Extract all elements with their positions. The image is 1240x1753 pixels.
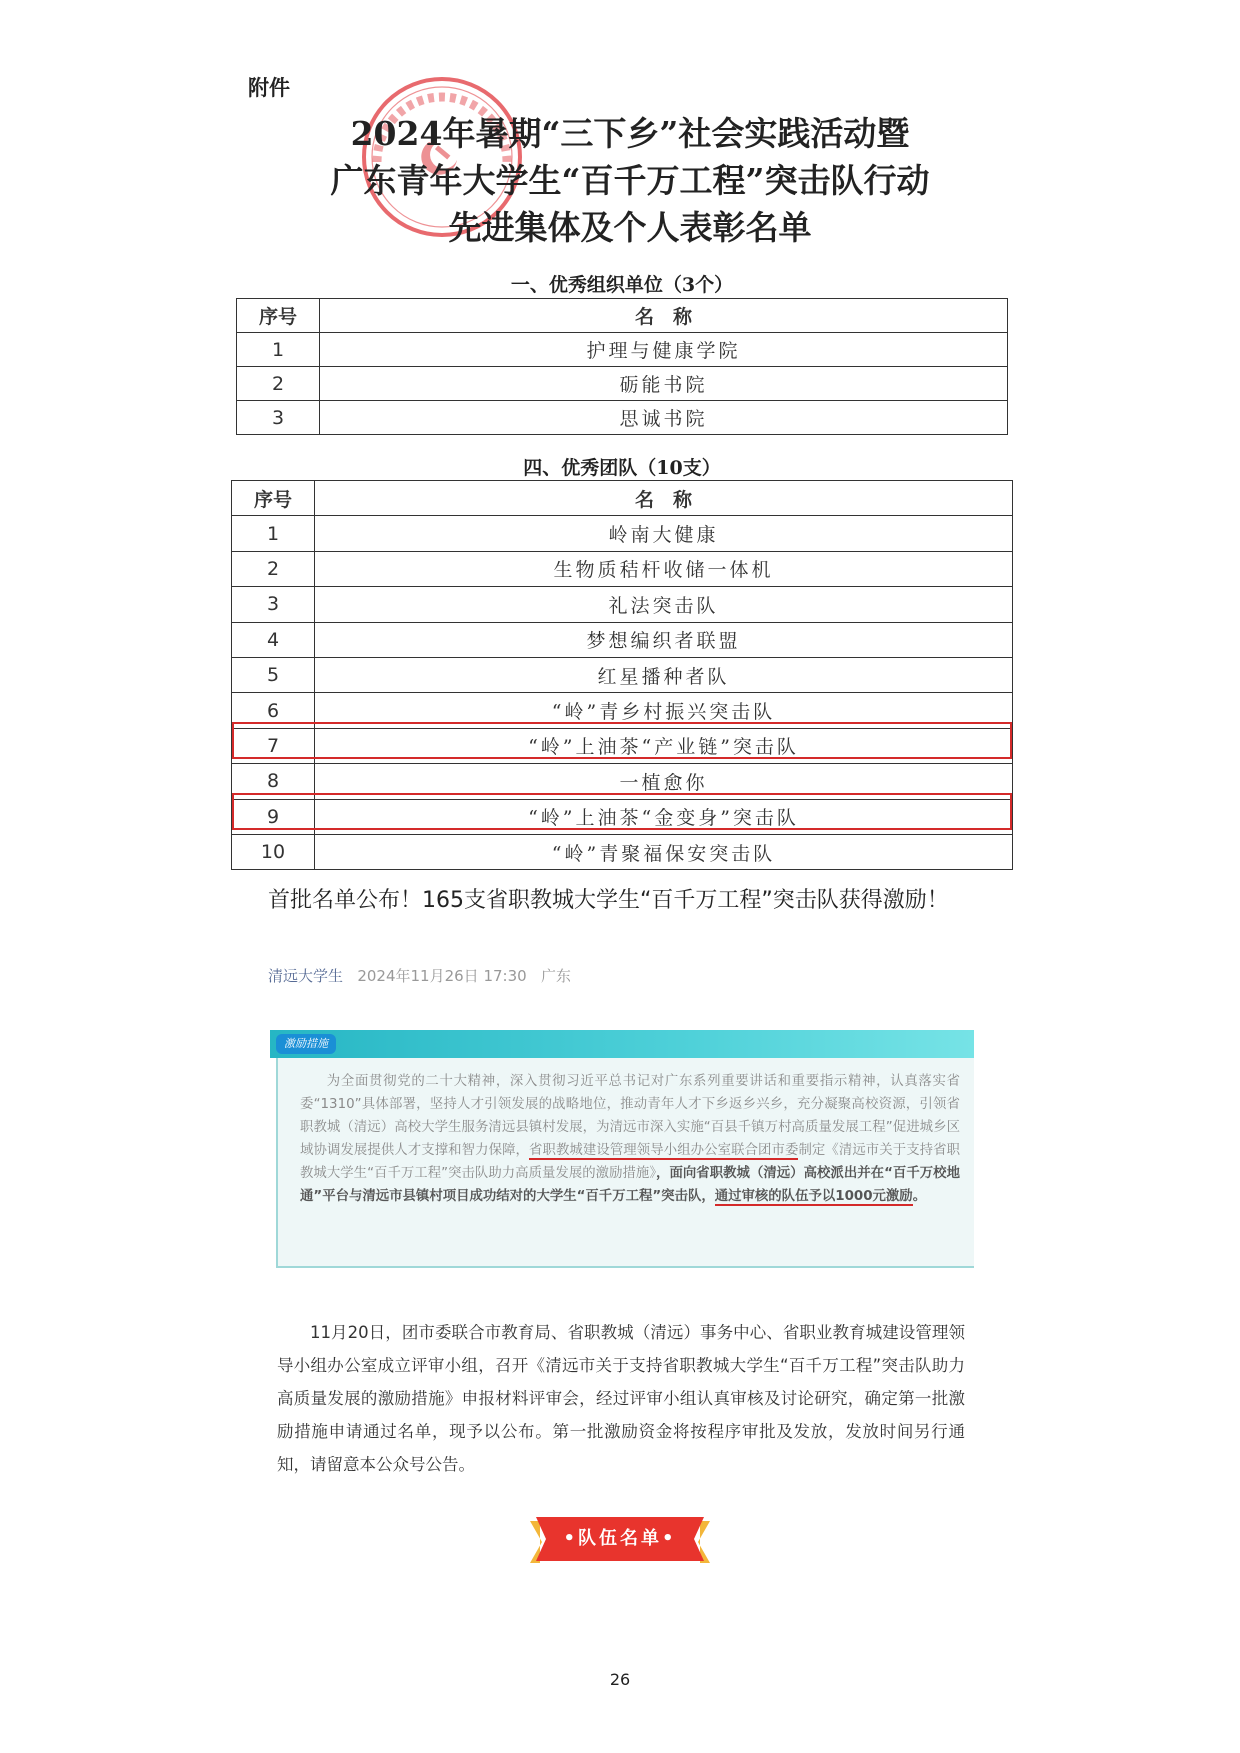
- row-name: 生物质秸杆收储一体机: [315, 551, 1013, 586]
- title-line-2: 广东青年大学生“百千万工程”突击队行动: [330, 161, 930, 200]
- row-name: “岭”上油茶“产业链”突击队: [315, 728, 1013, 763]
- row-no: 1: [232, 516, 315, 551]
- row-no: 9: [232, 799, 315, 834]
- row-name: 一植愈你: [315, 764, 1013, 799]
- banner-label: •队伍名单•: [563, 1528, 677, 1549]
- article-meta: [268, 965, 571, 986]
- col-header-no: 序号: [232, 481, 315, 516]
- row-no: 4: [232, 622, 315, 657]
- notice-text-underlined-1: 省职教城建设管理领导小组办公室联合团市委: [529, 1143, 799, 1158]
- row-name: “岭”青乡村振兴突击队: [315, 693, 1013, 728]
- table-row: [232, 516, 1013, 551]
- row-no: 8: [232, 764, 315, 799]
- table-row: [232, 587, 1013, 622]
- row-name: “岭”青聚福保安突击队: [315, 834, 1013, 869]
- table-row: [232, 551, 1013, 586]
- row-name: 红星播种者队: [315, 657, 1013, 692]
- table-row: [232, 657, 1013, 692]
- incentive-notice-card: [270, 1030, 974, 1270]
- notice-badge: 激励措施: [276, 1034, 336, 1054]
- organization-table: [236, 298, 1008, 435]
- table-row: [237, 367, 1008, 401]
- article-title: 首批名单公布！165支省职教城大学生“百千万工程”突击队获得激励！: [268, 888, 949, 913]
- notice-text-c: 制定《清远市关于支持省职教城大学生“百千万工程”突击队助力高质量发展的激励措施》: [300, 1143, 961, 1181]
- article-source-link[interactable]: 清远大学生: [268, 967, 344, 985]
- row-no: 3: [232, 587, 315, 622]
- notice-text: [300, 1070, 960, 1208]
- row-name: “岭”上油茶“金变身”突击队: [315, 799, 1013, 834]
- highlight-row-9: [232, 793, 1012, 830]
- team-list-banner: [530, 1517, 710, 1563]
- section4-title: 四、优秀团队（10支）: [523, 457, 721, 479]
- row-name: 梦想编织者联盟: [315, 622, 1013, 657]
- notice-text-a: 为全面贯彻党的二十大精神，深入贯彻习近平总书记对广东系列重要讲话和重要指示精神，认真落实省委“1310”具体部署，坚持人才引领发展的战略地位，推动青年人才下乡返乡兴乡，充分凝聚高校资源，引领省职教城（清远）高校大学生服务清远县镇村发展，为清远市深入实施“百县千镇万村高质量发展工程”促进城乡区域协调发展提供人才支撑和智力保障，: [300, 1074, 960, 1158]
- col-header-no: 序号: [237, 299, 320, 333]
- page-number: 26: [609, 1670, 631, 1689]
- row-no: 10: [232, 834, 315, 869]
- title-line-3: 先进集体及个人表彰名单: [448, 208, 812, 247]
- notice-text-d: ，面向省职教城（清远）高校派出并在“百千万校地通”平台与清远市县镇村项目成功结对的大学生“百千万工程”突击队，: [300, 1166, 960, 1204]
- article-location: 广东: [540, 967, 571, 985]
- article-datetime: 2024年11月26日 17:30: [357, 967, 527, 985]
- article-paragraph: 11月20日，团市委联合市教育局、省职教城（清远）事务中心、省职业教育城建设管理领导小组办公室成立评审小组，召开《清远市关于支持省职教城大学生“百千万工程”突击队助力高质量发展的激励措施》申报材料评审会，经过评审小组认真审核及讨论研究，确定第一批激励措施申请通过名单，现予以公布。第一批激励资金将按程序审批及发放，发放时间另行通知，请留意本公众号公告。: [277, 1323, 965, 1474]
- notice-header-bar: [270, 1030, 974, 1058]
- row-no: 7: [232, 728, 315, 763]
- table-row: [232, 622, 1013, 657]
- col-header-name: 名 称: [320, 299, 1008, 333]
- row-no: 2: [237, 367, 320, 401]
- title-line-1: 2024年暑期“三下乡”社会实践活动暨: [350, 114, 910, 153]
- attachment-label: 附件: [248, 76, 290, 100]
- table-row: [237, 401, 1008, 435]
- row-name: 礼法突击队: [315, 587, 1013, 622]
- row-no: 5: [232, 657, 315, 692]
- row-no: 3: [237, 401, 320, 435]
- table-row: [232, 834, 1013, 869]
- row-name: 护理与健康学院: [320, 333, 1008, 367]
- row-name: 岭南大健康: [315, 516, 1013, 551]
- col-header-name: 名 称: [315, 481, 1013, 516]
- table-row: [237, 333, 1008, 367]
- section1-title: 一、优秀组织单位（3个）: [510, 274, 734, 296]
- row-no: 2: [232, 551, 315, 586]
- notice-text-f: 。: [912, 1189, 927, 1204]
- highlight-row-7: [232, 722, 1012, 759]
- row-no: 1: [237, 333, 320, 367]
- row-no: 6: [232, 693, 315, 728]
- row-name: 思诚书院: [320, 401, 1008, 435]
- row-name: 砺能书院: [320, 367, 1008, 401]
- notice-text-underlined-2: 通过审核的队伍予以1000元激励: [714, 1189, 913, 1204]
- notice-body: [276, 1058, 974, 1268]
